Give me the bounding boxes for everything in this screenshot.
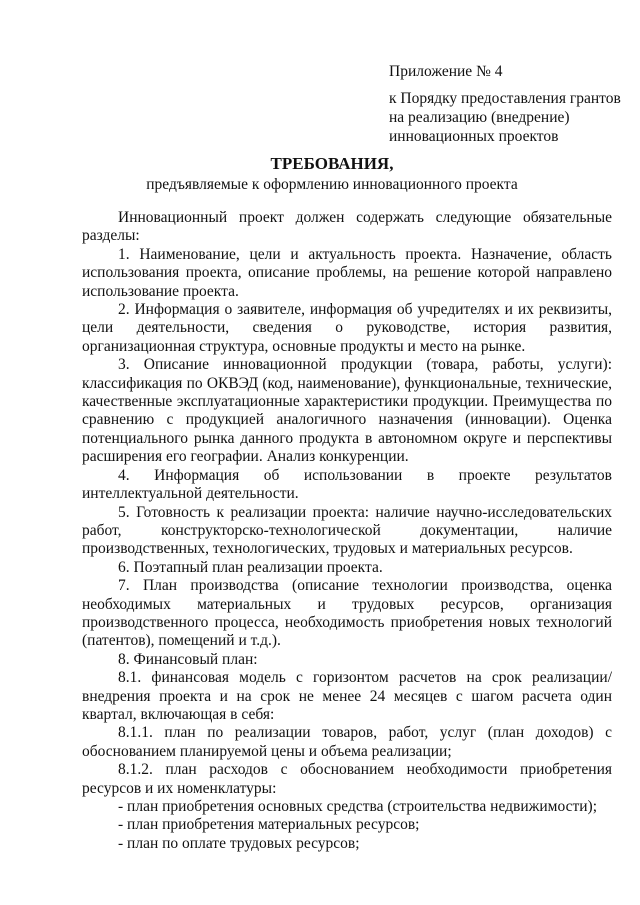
paragraph: 3. Описание инновационной продукции (товара, работы, услуги): классификация по ОКВЭД (код, наименование), функциональные, технические, качественные эксплуатационные характеристики продукции. Преимущества по сравнению с продукцией аналогичного назначения (инновации). Оценка потенциального рынка данного продукта в автономном округе и перспективы расширения его географии. Анализ конкуренции. — [82, 356, 612, 466]
list-item: - план приобретения основных средства (строительства недвижимости); — [118, 798, 598, 815]
appendix-header — [389, 62, 621, 146]
paragraph: 8.1. финансовая модель с горизонтом расчетов на срок реализации/внедрения проекта и на срок не менее 24 месяцев с шагом расчета один квартал, включающая в себя: — [82, 669, 612, 723]
document-subtitle: предъявляемые к оформлению инновационного проекта — [146, 176, 518, 193]
paragraph: 4. Информация об использовании в проекте результатов интеллектуальной деятельности. — [82, 466, 612, 503]
document-title: ТРЕБОВАНИЯ, — [270, 154, 394, 173]
appendix-line: к Порядку предоставления грантов — [389, 90, 621, 107]
appendix-line: на реализацию (внедрение) — [389, 109, 570, 126]
paragraph: 5. Готовность к реализации проекта: наличие научно-исследовательских работ, конструкторско-технологической документации, наличие производственных, технологических, трудовых и материальных ресурсов. — [82, 503, 612, 558]
paragraph: 1. Наименование, цели и актуальность проекта. Назначение, область использования проекта, описание проблемы, на решение которой направлено использование проекта. — [82, 245, 612, 300]
paragraph: 2. Информация о заявителе, информация об учредителях и их реквизиты, цели деятельности, сведения о руководстве, история развития, организационная структура, основные продукты и место на рынке. — [82, 301, 612, 355]
paragraph: 8.1.2. план расходов с обоснованием необходимости приобретения ресурсов и их номенклатуры: — [82, 761, 612, 797]
paragraph: Инновационный проект должен содержать следующие обязательные разделы: — [82, 209, 612, 245]
paragraph: 6. Поэтапный план реализации проекта. — [118, 558, 383, 576]
appendix-line: инновационных проектов — [389, 128, 559, 145]
paragraph: 7. План производства (описание технологии производства, оценка необходимых материальных и трудовых ресурсов, организация производственного процесса, необходимость приобретения новых технологий (патентов), помещений и т.д.). — [82, 577, 612, 650]
appendix-title: Приложение № 4 — [389, 63, 503, 80]
paragraph: 8.1.1. план по реализации товаров, работ, услуг (план доходов) с обоснованием планируемой цены и объема реализации; — [82, 724, 612, 760]
list-item: - план приобретения материальных ресурсов; — [118, 816, 420, 834]
document-body — [82, 209, 612, 853]
document-heading — [0, 153, 640, 195]
paragraph: 8. Финансовый план: — [118, 650, 258, 668]
list-item: - план по оплате трудовых ресурсов; — [118, 834, 360, 852]
